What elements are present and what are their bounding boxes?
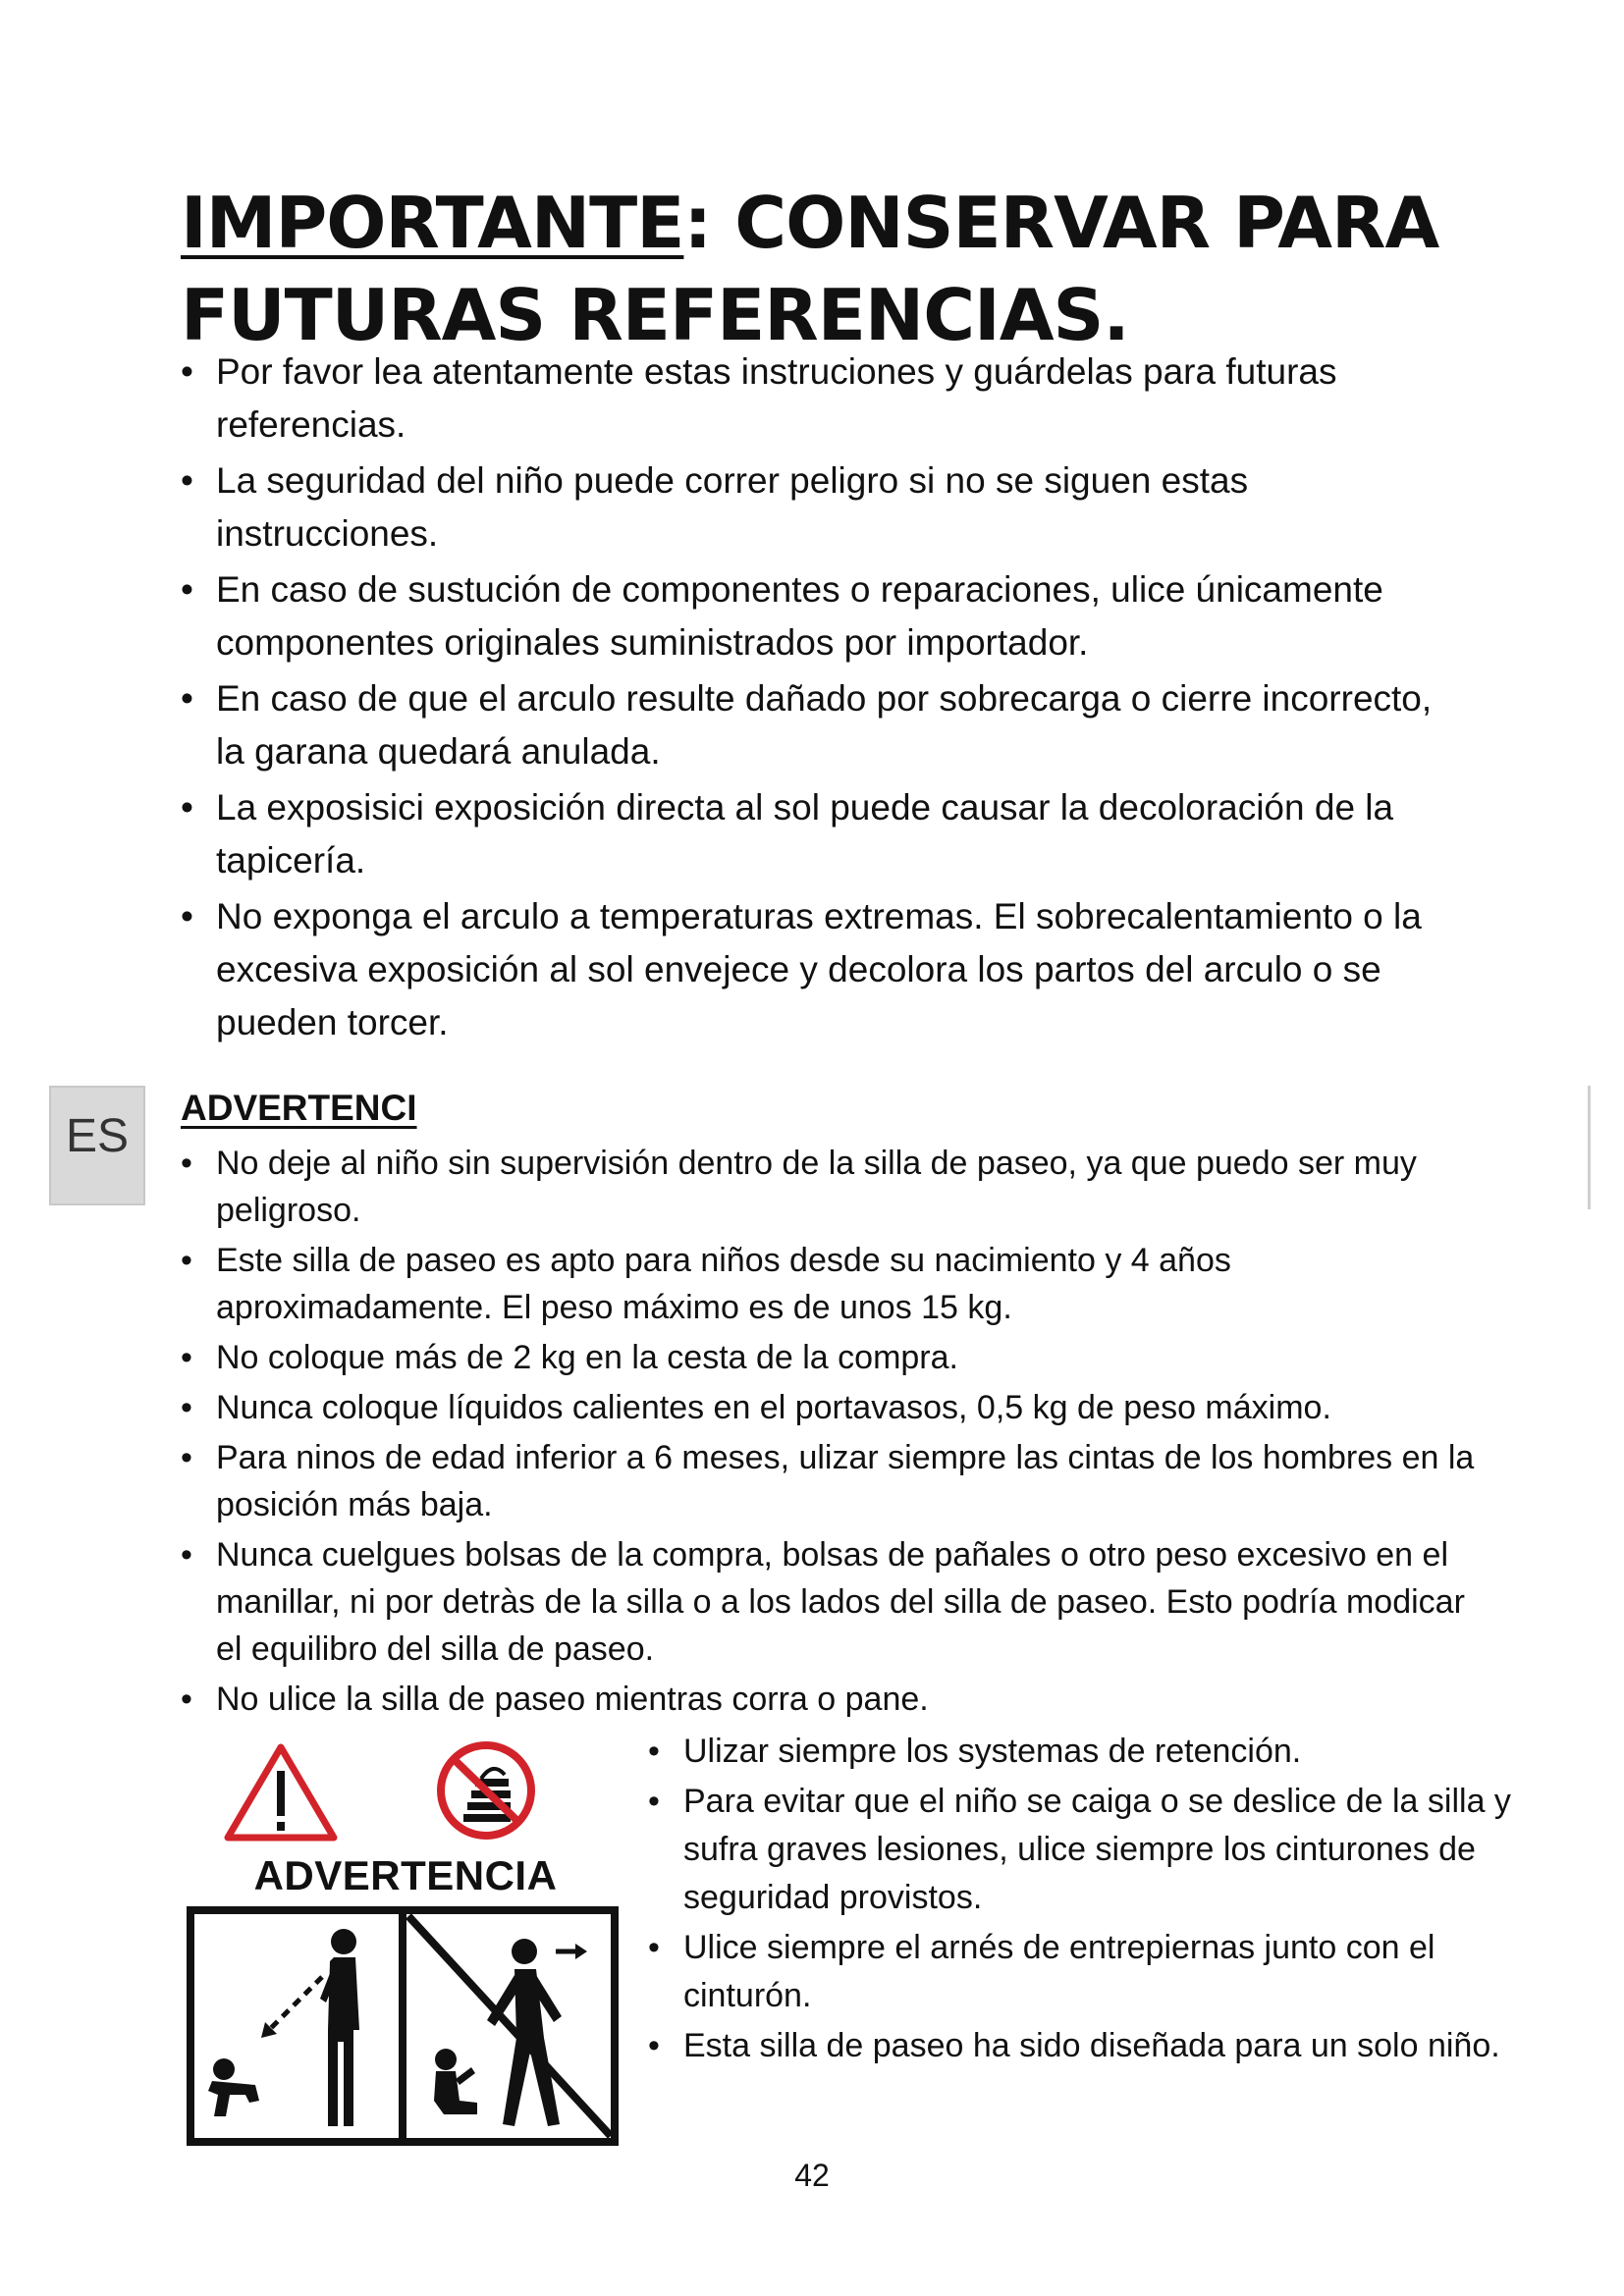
list-item: • Para evitar que el niño se caiga o se deslice de la silla y sufra graves lesiones, ulice siempre los cinturones de seguridad provistos. (648, 1778, 1512, 1922)
list-item: • Este silla de paseo es apto para niños desde su nacimiento y 4 años aproximadamente. El peso máximo es de unos 15 kg. (181, 1237, 1496, 1331)
list-item: • Por favor lea atentamente estas instruciones y guárdelas para futuras referencias. (181, 346, 1457, 452)
list-item: • Ulizar siempre los systemas de retención. (648, 1728, 1512, 1776)
list-item: • En caso de sustución de componentes o reparaciones, ulice únicamente componentes originales suministrados por importador. (181, 563, 1457, 669)
list-item: • La seguridad del niño puede correr peligro si no se siguen estas instrucciones. (181, 454, 1457, 561)
warning-heading: ADVERTENCI (181, 1088, 417, 1128)
adult-supervision-icon (208, 1929, 359, 2126)
title-rest: : CONSERVAR PARA FUTURAS REFERENCIAS. (181, 182, 1439, 356)
warning-triangle-icon (228, 1747, 334, 1838)
important-list (181, 346, 1457, 1052)
list-item: • No deje al niño sin supervisión dentro de la silla de paseo, ya que puedo ser muy peligroso. (181, 1140, 1496, 1234)
list-item: • No exponga el arculo a temperaturas extremas. El sobrecalentamiento o la excesiva exposición al sol envejece y decolora los partos del arculo o se pueden torcer. (181, 890, 1457, 1049)
list-item: • Para ninos de edad inferior a 6 meses, ulizar siempre las cintas de los hombres en la posición más baja. (181, 1434, 1496, 1528)
no-stacking-icon (441, 1745, 531, 1836)
title-underlined: IMPORTANTE (181, 182, 684, 264)
list-item: • En caso de que el arculo resulte dañado por sobrecarga o cierre incorrecto, la garana quedará anulada. (181, 672, 1457, 778)
list-item: • Nunca coloque líquidos calientes en el portavasos, 0,5 kg de peso máximo. (181, 1384, 1496, 1431)
list-item: • Esta silla de paseo ha sido diseñada para un solo niño. (648, 2022, 1512, 2070)
list-item: • Ulice siempre el arnés de entrepiernas junto con el cinturón. (648, 1924, 1512, 2020)
no-walking-away-icon (408, 1916, 611, 2136)
side-warning-list (648, 1728, 1512, 2072)
page-title (181, 177, 1457, 361)
list-item: • La exposisici exposición directa al sol puede causar la decoloración de la tapicería. (181, 781, 1457, 887)
list-item: • No coloque más de 2 kg en la cesta de la compra. (181, 1334, 1496, 1381)
list-item: • No ulice la silla de paseo mientras corra o pane. (181, 1676, 1496, 1723)
warning-graphic-label: ADVERTENCIA (253, 1852, 558, 1898)
margin-marker (1588, 1086, 1591, 1209)
warning-graphic (187, 1735, 624, 2148)
page-number: 42 (794, 2158, 830, 2193)
language-tab: ES (49, 1086, 145, 1205)
list-item: • Nunca cuelgues bolsas de la compra, bolsas de pañales o otro peso excesivo en el manillar, ni por detràs de la silla o a los lados del silla de paseo. Esto podría modicar el equilibro del silla de paseo. (181, 1531, 1496, 1673)
warning-list (181, 1140, 1496, 1726)
